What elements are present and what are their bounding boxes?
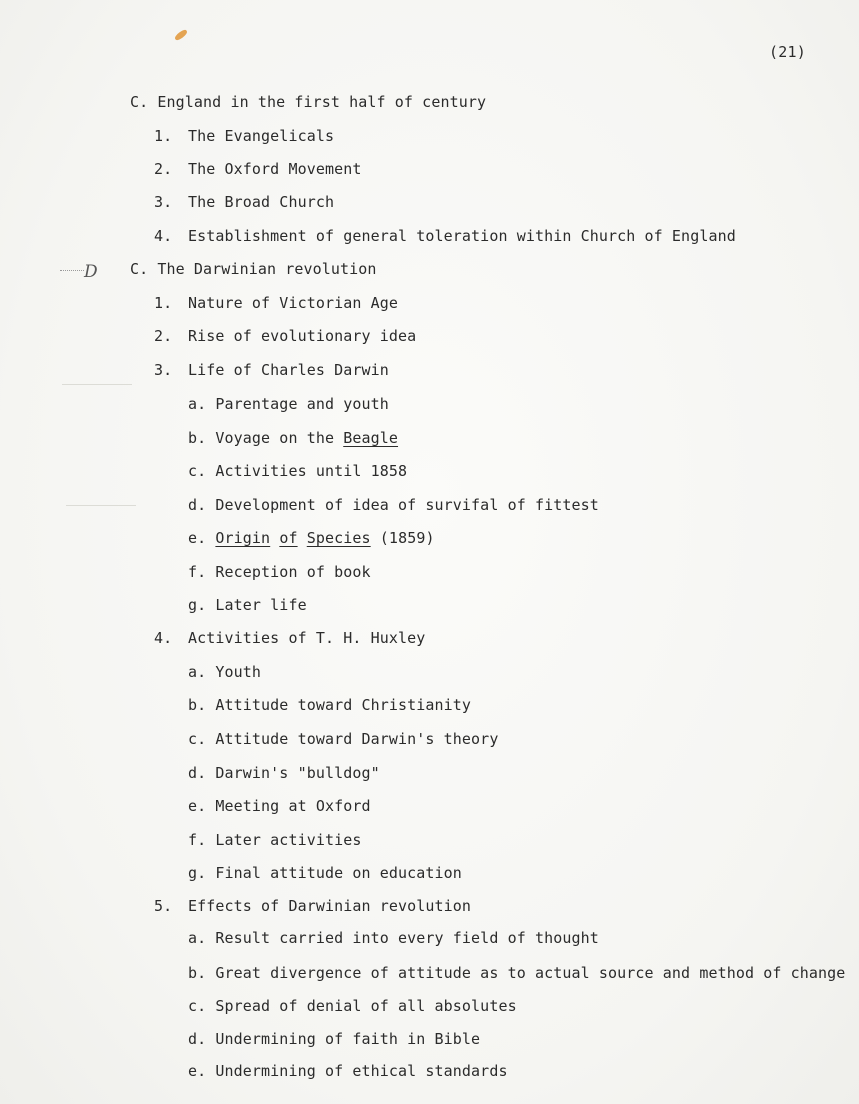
underlined-title: of bbox=[279, 529, 298, 547]
item-text: The Oxford Movement bbox=[188, 160, 362, 178]
item-text: Rise of evolutionary idea bbox=[188, 327, 417, 345]
outline-subitem: d. Darwin's "bulldog" bbox=[188, 764, 380, 782]
subitem-text: b. Voyage on the bbox=[188, 429, 344, 447]
outline-subitem: d. Development of idea of survifal of fittest bbox=[188, 496, 599, 514]
item-number: 1. bbox=[154, 294, 173, 312]
faint-scan-line bbox=[66, 505, 136, 506]
outline-item bbox=[154, 294, 398, 312]
margin-correction-note: D bbox=[84, 262, 98, 282]
outline-subitem: g. Final attitude on education bbox=[188, 864, 462, 882]
underlined-title: Beagle bbox=[343, 429, 399, 447]
item-text: The Broad Church bbox=[188, 193, 335, 211]
ink-smudge bbox=[174, 29, 189, 42]
outline-subitem: f. Reception of book bbox=[188, 563, 371, 581]
outline-subitem: g. Later life bbox=[188, 596, 307, 614]
item-number: 1. bbox=[154, 127, 173, 145]
outline-item bbox=[154, 897, 471, 915]
outline-item bbox=[154, 193, 334, 211]
faint-scan-line bbox=[62, 384, 132, 385]
outline-item bbox=[154, 361, 389, 379]
subitem-text: e. bbox=[188, 529, 216, 547]
outline-item bbox=[154, 227, 736, 245]
outline-subitem: a. Result carried into every field of thought bbox=[188, 929, 599, 947]
outline-subitem: b. Great divergence of attitude as to actual source and method of change bbox=[188, 964, 846, 982]
outline-subitem: e. Meeting at Oxford bbox=[188, 797, 371, 815]
item-number: 4. bbox=[154, 629, 173, 647]
item-number: 3. bbox=[154, 361, 173, 379]
item-text: The Evangelicals bbox=[188, 127, 335, 145]
section-heading-c: C. England in the first half of century bbox=[130, 93, 487, 111]
outline-subitem: a. Youth bbox=[188, 663, 262, 681]
underlined-title: Origin bbox=[215, 529, 271, 547]
item-text: Life of Charles Darwin bbox=[188, 361, 389, 379]
item-number: 2. bbox=[154, 327, 173, 345]
outline-subitem: b. Attitude toward Christianity bbox=[188, 696, 472, 714]
page-number: (21) bbox=[769, 43, 806, 61]
outline-item bbox=[154, 160, 361, 178]
outline-item bbox=[154, 327, 416, 345]
outline-subitem: e. Undermining of ethical standards bbox=[188, 1062, 508, 1080]
outline-subitem: f. Later activities bbox=[188, 831, 362, 849]
item-number: 4. bbox=[154, 227, 173, 245]
item-number: 2. bbox=[154, 160, 173, 178]
outline-subitem: a. Parentage and youth bbox=[188, 395, 389, 413]
outline-subitem: c. Spread of denial of all absolutes bbox=[188, 997, 517, 1015]
item-text: Effects of Darwinian revolution bbox=[188, 897, 472, 915]
subitem-text: (1859) bbox=[370, 529, 435, 547]
section-heading-d: C. The Darwinian revolution bbox=[130, 260, 377, 278]
outline-subitem bbox=[188, 529, 435, 547]
margin-dash bbox=[60, 270, 84, 271]
item-text: Activities of T. H. Huxley bbox=[188, 629, 426, 647]
outline-subitem bbox=[188, 429, 398, 447]
outline-subitem: d. Undermining of faith in Bible bbox=[188, 1030, 481, 1048]
outline-item bbox=[154, 629, 425, 647]
item-number: 5. bbox=[154, 897, 173, 915]
item-number: 3. bbox=[154, 193, 173, 211]
outline-subitem: c. Attitude toward Darwin's theory bbox=[188, 730, 499, 748]
item-text: Establishment of general toleration within Church of England bbox=[188, 227, 736, 245]
item-text: Nature of Victorian Age bbox=[188, 294, 399, 312]
outline-subitem: c. Activities until 1858 bbox=[188, 462, 408, 480]
outline-item bbox=[154, 127, 334, 145]
underlined-title: Species bbox=[306, 529, 371, 547]
